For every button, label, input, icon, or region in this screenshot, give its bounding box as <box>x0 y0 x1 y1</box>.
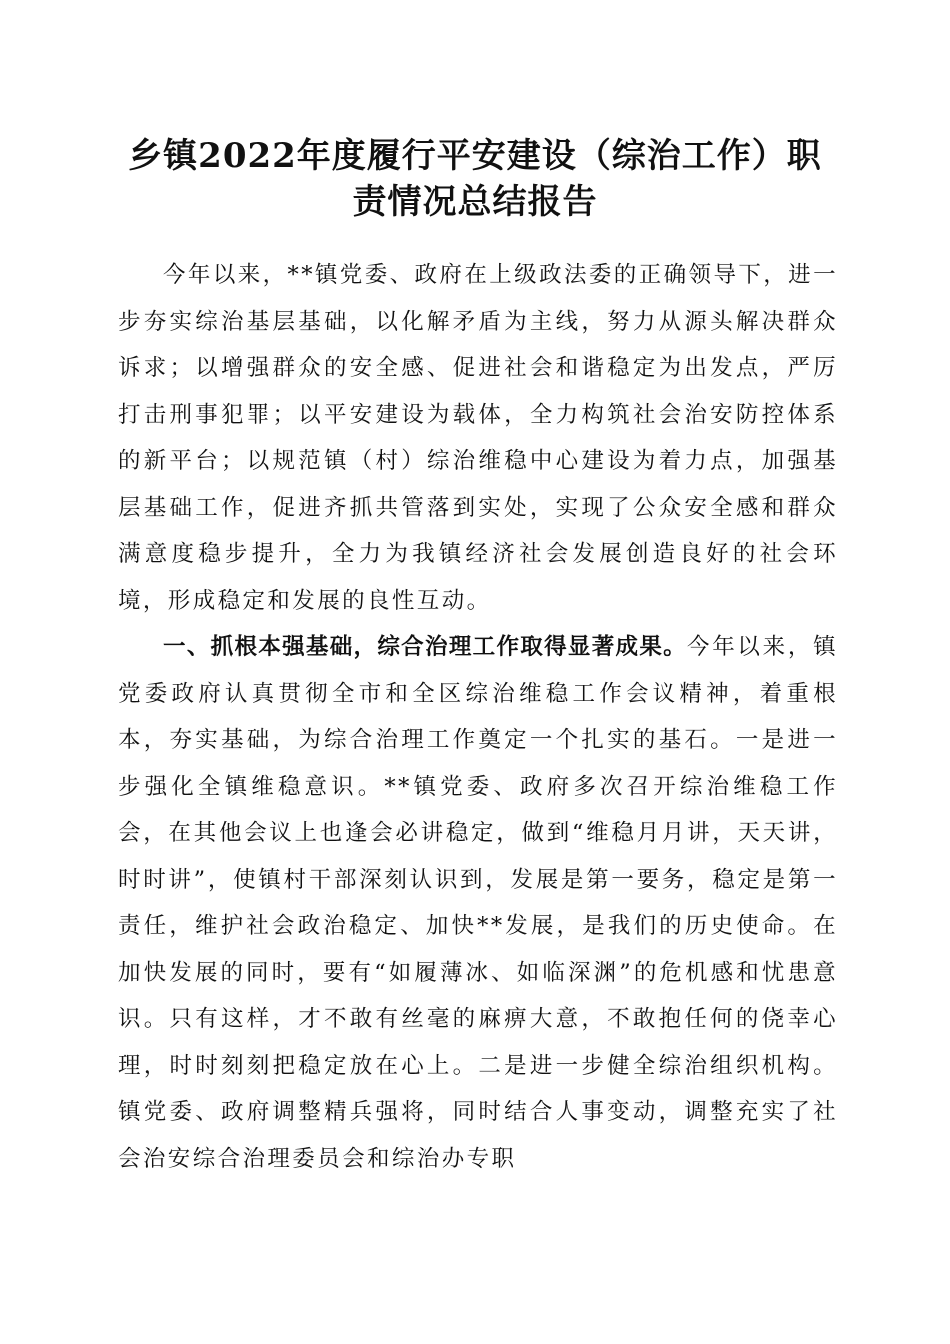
document-title <box>100 133 850 225</box>
title-line-1: 乡镇2022年度履行平安建设（综治工作）职 <box>128 136 822 176</box>
section-1-body: 今年以来，镇党委政府认真贯彻全市和全区综治维稳工作会议精神，着重根本，夯实基础，为综合治理工作奠定一个扎实的基石。一是进一步强化全镇维稳意识。**镇党委、政府多次召开综治维稳工作会，在其他会议上也逢会必讲稳定，做到“维稳月月讲，天天讲，时时讲”，使镇村干部深刻认识到，发展是第一要务，稳定是第一责任，维护社会政治稳定、加快**发展，是我们的历史使命。在加快发展的同时，要有“如履薄冰、如临深渊”的危机感和忧患意识。只有这样，才不敢有丝毫的麻痹大意，不敢抱任何的侥幸心理，时时刻刻把稳定放在心上。二是进一步健全综治组织机构。镇党委、政府调整精兵强将，同时结合人事变动，调整充实了社会治安综合治理委员会和综治办专职 <box>118 634 838 1172</box>
intro-paragraph: 今年以来，**镇党委、政府在上级政法委的正确领导下，进一步夯实综治基层基础，以化解矛盾为主线，努力从源头解决群众诉求；以增强群众的安全感、促进社会和谐稳定为出发点，严厉打击刑事犯罪；以平安建设为载体，全力构筑社会治安防控体系的新平台；以规范镇（村）综治维稳中心建设为着力点，加强基层基础工作，促进齐抓共管落到实处，实现了公众安全感和群众满意度稳步提升，全力为我镇经济社会发展创造良好的社会环境，形成稳定和发展的良性互动。 <box>118 262 838 614</box>
section-1-heading: 一、抓根本强基础，综合治理工作取得显著成果。 <box>163 634 687 660</box>
section-1-paragraph <box>118 624 838 1182</box>
document-body <box>118 252 838 1182</box>
title-line-2: 责情况总结报告 <box>352 182 598 222</box>
